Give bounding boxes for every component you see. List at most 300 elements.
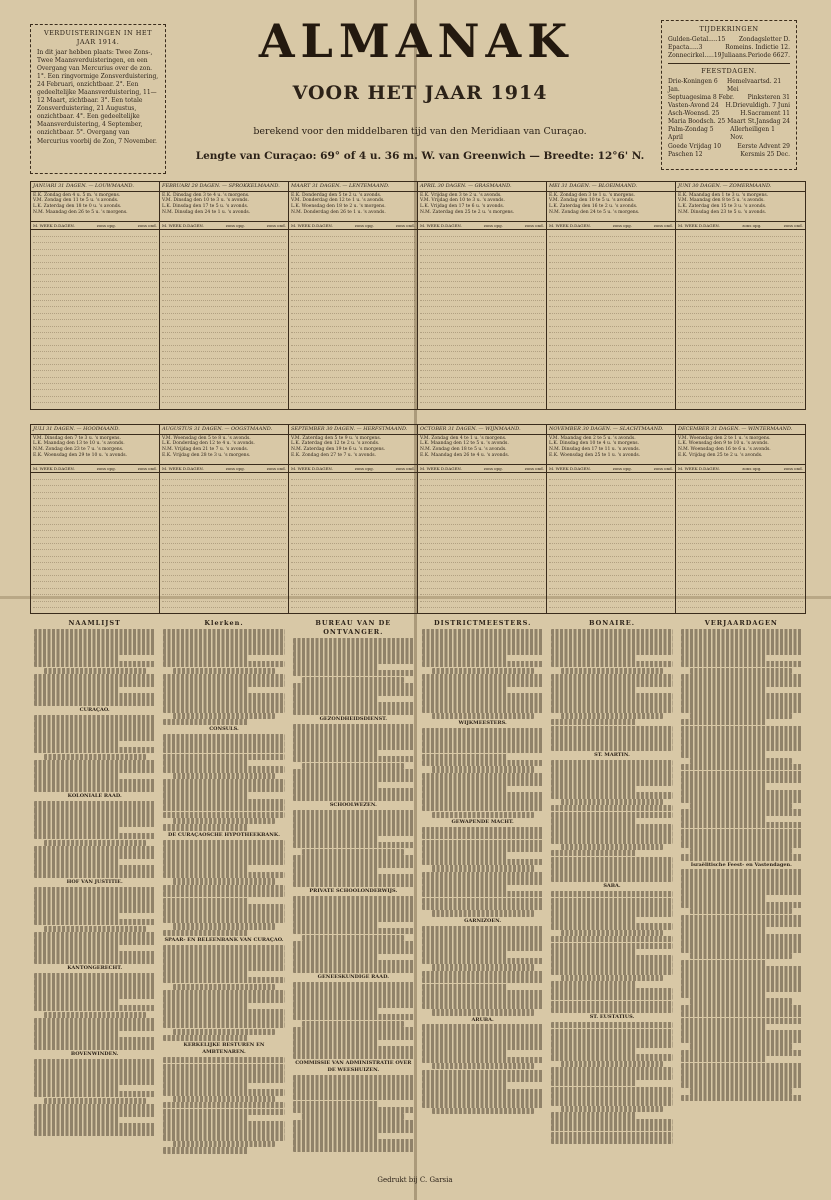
text-line [302, 849, 404, 855]
feast-row [668, 110, 790, 118]
text-line [293, 823, 414, 829]
text-line [163, 805, 284, 811]
text-line [163, 824, 248, 830]
moon-phases [676, 192, 805, 222]
text-line [681, 809, 802, 815]
text-line [551, 635, 672, 641]
section-body [293, 810, 414, 887]
feast-left: Septuagesima 8 Febr. [668, 94, 734, 101]
text-line [681, 1075, 802, 1081]
text-line [34, 747, 155, 753]
text-line [561, 668, 663, 674]
day-lines [676, 230, 805, 409]
section-body [422, 1024, 543, 1114]
lower-column-6 [677, 618, 806, 1166]
text-line [681, 882, 802, 888]
text-line [163, 977, 284, 983]
text-line [34, 951, 155, 957]
text-line [34, 674, 155, 680]
moon-phases [289, 435, 417, 465]
text-line [681, 854, 802, 860]
text-line [163, 945, 284, 951]
column-heads [289, 222, 417, 230]
text-line [681, 745, 802, 751]
text-line [422, 792, 543, 798]
text-line [422, 1057, 543, 1063]
text-line [163, 792, 248, 798]
text-line [163, 766, 284, 772]
text-line [422, 760, 543, 766]
text-line [163, 990, 284, 996]
text-line [551, 687, 636, 693]
coordinates-line: Lengte van Curaçao: 69° of 4 u. 36 m. W. van Greenwich — Breedte: 12°6' N. [195, 150, 645, 162]
text-line [422, 1003, 543, 1009]
text-line [551, 962, 672, 968]
text-line [551, 760, 672, 766]
text-line [34, 693, 155, 699]
text-line [163, 1016, 284, 1022]
text-line [34, 906, 155, 912]
text-line [163, 674, 284, 680]
day-lines [289, 473, 417, 613]
feast-left: Drie-Koningen 6 Jan. [668, 77, 718, 93]
section-body [163, 1057, 284, 1153]
text-line [551, 955, 672, 961]
text-line [163, 917, 284, 923]
text-line [163, 1102, 284, 1108]
moon-phase-line: V.M. Dinsdag den 10 te 3 u. 's avonds. [162, 198, 249, 204]
text-line [422, 846, 543, 852]
text-line [163, 1009, 284, 1015]
text-line [690, 1088, 792, 1094]
month-heading: FEBRUARI 28 DAGEN. — SPROKKELMAAND. [160, 182, 288, 192]
text-line [293, 1001, 414, 1007]
moon-phases [418, 192, 546, 222]
column-heads [31, 465, 159, 473]
text-line [681, 1030, 802, 1036]
text-line [681, 700, 802, 706]
time-cycles-title: TIJDEKRINGEN [699, 25, 759, 33]
text-line [422, 945, 543, 951]
text-line [551, 891, 672, 897]
text-line [681, 680, 802, 686]
text-line [551, 792, 672, 798]
text-line [681, 687, 766, 693]
text-line [422, 754, 507, 760]
text-line [422, 1037, 543, 1043]
text-line [551, 1112, 636, 1118]
text-line [681, 1050, 802, 1056]
text-line [561, 799, 663, 805]
text-line [681, 1024, 766, 1030]
month-column [160, 182, 289, 409]
text-line [293, 696, 378, 702]
text-line [163, 904, 284, 910]
feast-row [668, 126, 790, 142]
text-line [422, 655, 507, 661]
section-heading: ARUBA. [471, 1016, 494, 1023]
text-line [163, 930, 248, 936]
text-line [551, 818, 636, 824]
text-line [293, 915, 414, 921]
text-line [551, 943, 672, 949]
text-line [293, 816, 414, 822]
text-line [690, 953, 792, 959]
moon-phase-line: L.K. Maandag den 12 te 5 u. 's avonds. [420, 441, 509, 447]
text-line [681, 635, 802, 641]
almanac-subtitle: VOOR HET JAAR 1914 [292, 82, 548, 104]
cycle-label: Zonnecirkel.....19 [668, 51, 722, 59]
column-head: zons ond. [524, 222, 544, 228]
text-line [34, 1078, 155, 1084]
day-row [420, 608, 544, 613]
text-line [293, 941, 414, 947]
section-body [551, 891, 672, 1013]
text-line [681, 934, 802, 940]
text-line [293, 1088, 414, 1094]
column-head: M. WEEK D.DAGEN. [162, 465, 204, 471]
section-body [163, 734, 284, 830]
text-line [163, 859, 284, 865]
text-line [293, 982, 414, 988]
text-line [293, 651, 414, 657]
month-heading: JULI 31 DAGEN. — HOOIMAAND. [31, 425, 159, 435]
text-line [293, 902, 414, 908]
month-column [676, 182, 805, 409]
text-line [34, 635, 155, 641]
text-line [293, 709, 414, 715]
text-line [34, 820, 155, 826]
month-heading: SEPTEMBER 30 DAGEN. — HERFSTMAAND. [289, 425, 417, 435]
text-line [422, 1095, 543, 1101]
text-line [163, 648, 284, 654]
text-line [422, 674, 543, 680]
text-line [551, 923, 672, 929]
day-row [162, 403, 286, 409]
column-head: M. WEEK D.DAGEN. [420, 222, 462, 228]
moon-phase-line: V.M. Maandag den 2 te 5 u. 's avonds. [549, 435, 636, 441]
section-heading: KANTONGERECHT. [67, 965, 123, 972]
section-heading: NAAMLIJST [68, 619, 121, 627]
text-line [293, 1027, 414, 1033]
text-line [293, 1046, 414, 1052]
text-line [293, 756, 414, 762]
text-line [551, 648, 672, 654]
text-line [551, 1035, 672, 1041]
text-line [34, 827, 119, 833]
day-lines [547, 230, 675, 409]
moon-phases [547, 435, 675, 465]
text-line [681, 927, 766, 933]
text-line [34, 887, 155, 893]
section-body [34, 973, 155, 1050]
text-line [432, 713, 534, 719]
moon-phase-line: L.K. Vrijdag den 17 te 6 u. 's avonds. [420, 204, 505, 210]
text-line [34, 979, 155, 985]
text-line [422, 1070, 543, 1076]
text-line [163, 680, 284, 686]
column-head: zons ond. [395, 465, 415, 471]
text-line [163, 891, 284, 897]
text-line [163, 693, 284, 699]
text-line [293, 967, 414, 973]
text-line [551, 629, 672, 635]
text-line [432, 910, 534, 916]
text-line [422, 687, 507, 693]
text-line [561, 713, 663, 719]
text-line [422, 984, 507, 990]
text-line [681, 889, 802, 895]
text-line [422, 971, 543, 977]
section-body [34, 801, 155, 878]
month-heading: MAART 31 DAGEN. — LENTEMAAND. [289, 182, 417, 192]
text-line [163, 741, 284, 747]
text-line [681, 985, 802, 991]
day-row [549, 403, 673, 409]
month-heading: AUGUSTUS 31 DAGEN. — OOGSTMAAND. [160, 425, 288, 435]
text-line [34, 958, 155, 964]
text-line [422, 840, 543, 846]
text-line [34, 973, 155, 979]
text-line [422, 878, 543, 884]
text-line [681, 895, 766, 901]
text-line [293, 1101, 378, 1107]
text-line [34, 1072, 155, 1078]
moon-phase-line: N.M. Zaterdag den 25 te 2 u. 's morgens. [420, 210, 515, 216]
text-line [163, 1128, 284, 1134]
text-line [293, 730, 414, 736]
moon-phase-line: N.M. Donderdag den 26 te 1 u. 's avonds. [291, 210, 386, 216]
feast-row [668, 151, 790, 159]
moon-phase-line: E.K. Maandag den 1 te 3 u. 's morgens. [678, 192, 769, 198]
text-line [422, 741, 543, 747]
text-line [551, 1125, 672, 1131]
text-line [690, 848, 792, 854]
text-line [163, 840, 284, 846]
text-line [551, 732, 672, 738]
section-heading: VERJAARDAGEN [704, 619, 778, 627]
text-line [163, 872, 284, 878]
text-line [432, 766, 534, 772]
time-cycle-row [668, 52, 790, 60]
text-line [163, 779, 284, 785]
text-line [34, 938, 155, 944]
text-line [681, 960, 766, 966]
text-line [293, 928, 414, 934]
text-line [293, 788, 414, 794]
text-line [44, 668, 146, 674]
text-line [551, 850, 636, 856]
text-line [34, 846, 155, 852]
text-line [551, 1119, 672, 1125]
eclipses-text: In dit jaar hebben plaats: Twee Zons-, Twee Maansverduisteringen, en een Overgang van Mercurius over de zon. 1°. Een ringvormige Zonsverduistering, 24 Februari, onzichtbaar. 2°. Een gedeeltelijke Maansverduistering, 11—12 Maart, zichtbaar. 3°. Een totale Zonsverduistering, 21 Augustus, onzichtbaar. 4°. Een gedeeltelijke Maansverduistering, 4 September, onzichtbaar. 5°. Overgang van Mercurius voorbij de Zon, 7 November. [37, 48, 159, 145]
text-line [34, 648, 155, 654]
text-line [163, 1147, 248, 1153]
text-line [173, 1141, 275, 1147]
day-lines [31, 230, 159, 409]
day-lines [160, 473, 288, 613]
eclipses-title: VERDUISTERINGEN IN HET JAAR 1914. [43, 29, 153, 46]
section-heading: BONAIRE. [589, 619, 635, 627]
text-line [163, 786, 284, 792]
text-line [163, 898, 248, 904]
feast-left: Maria Boodsch. 25 Maart [668, 118, 746, 126]
feast-row [668, 102, 790, 110]
text-line [163, 642, 284, 648]
section-heading: BUREAU VAN DE ONTVANGER. [315, 619, 392, 636]
section-heading: ST. MARTIN. [594, 752, 630, 759]
column-head: M. WEEK D.DAGEN. [678, 222, 720, 228]
text-line [681, 642, 802, 648]
text-line [681, 947, 802, 953]
column-head: zons ond. [653, 465, 673, 471]
text-line [422, 1024, 543, 1030]
text-line [551, 661, 672, 667]
text-line [681, 693, 802, 699]
text-line [681, 915, 802, 921]
text-line [163, 1070, 284, 1076]
text-line [422, 990, 543, 996]
text-line [163, 734, 284, 740]
text-line [293, 909, 414, 915]
lower-column-2 [159, 618, 288, 1166]
text-line [34, 932, 155, 938]
month-heading: DECEMBER 31 DAGEN. — WINTERMAAND. [676, 425, 805, 435]
text-line [163, 885, 284, 891]
text-line [551, 805, 672, 811]
month-column [676, 425, 805, 613]
day-lines [418, 230, 546, 409]
cycle-label: Epacta.....3 [668, 43, 703, 51]
text-line [293, 743, 414, 749]
text-line [551, 910, 672, 916]
day-row [33, 403, 157, 409]
text-line [422, 1044, 543, 1050]
text-line [44, 926, 146, 932]
text-line [173, 1029, 275, 1035]
text-line [293, 644, 414, 650]
text-line [34, 1110, 155, 1116]
text-line [163, 865, 248, 871]
day-lines [31, 473, 159, 613]
column-head: zons ond. [653, 222, 673, 228]
text-line [690, 998, 792, 1004]
feast-left: Goede Vrijdag 10 [668, 142, 722, 150]
text-line [293, 988, 414, 994]
moon-phase-line: V.M. Donderdag den 12 te 1 u. 's avonds. [291, 198, 385, 204]
text-line [551, 706, 672, 712]
text-line [163, 1064, 284, 1070]
section-heading: GEWAPENDE MACHT. [451, 818, 514, 825]
text-line [34, 728, 155, 734]
text-line [551, 1087, 672, 1093]
lower-column-3 [289, 618, 418, 1166]
day-row [291, 403, 415, 409]
column-head: zons ond. [524, 465, 544, 471]
text-line [302, 1113, 404, 1119]
text-line [551, 1132, 672, 1138]
text-line [551, 1054, 672, 1060]
section-body [293, 896, 414, 973]
month-column [31, 425, 160, 613]
column-head: zons ond. [266, 222, 286, 228]
text-line [551, 719, 636, 725]
section-heading: GEZONDHEIDSDIENST. [319, 716, 387, 723]
month-column [418, 182, 547, 409]
printer-credit: Gedrukt bij C. Garsia [377, 1176, 453, 1184]
text-line [551, 898, 672, 904]
day-row [291, 608, 415, 613]
text-line [34, 773, 119, 779]
text-line [422, 661, 543, 667]
moon-phase-line: V.M. Zaterdag den 5 te 9 u. 's morgens. [291, 435, 382, 441]
moon-phase-line: N.M. Zaterdag den 19 te 6 u. 's morgens. [291, 447, 386, 453]
column-heads [31, 222, 159, 230]
text-line [293, 664, 378, 670]
text-line [34, 1044, 155, 1050]
text-line [293, 1053, 414, 1059]
text-line [681, 1095, 802, 1101]
text-line [551, 831, 672, 837]
text-line [551, 738, 672, 744]
column-head: M. WEEK D.DAGEN. [291, 222, 333, 228]
text-line [34, 1037, 155, 1043]
text-line [551, 863, 672, 869]
text-line [681, 1063, 802, 1069]
time-cycles-rows [668, 36, 790, 60]
text-line [163, 1134, 284, 1140]
text-line [681, 764, 802, 770]
moon-phases [160, 192, 288, 222]
month-column [289, 182, 418, 409]
text-line [34, 779, 155, 785]
moon-phase-line: N.M. Maandag den 26 te 5 u. 's morgens. [33, 210, 128, 216]
day-lines [676, 473, 805, 613]
text-line [163, 1121, 284, 1127]
moon-phases [676, 435, 805, 465]
text-line [681, 992, 766, 998]
column-heads [289, 465, 417, 473]
text-line [293, 1040, 378, 1046]
section-heading: GARNIZOEN. [464, 917, 502, 924]
text-line [293, 829, 414, 835]
section-body [163, 945, 284, 1041]
moon-phases [31, 192, 159, 222]
column-head: M. WEEK D.DAGEN. [162, 222, 204, 228]
text-line [432, 1009, 534, 1015]
text-line [690, 803, 792, 809]
moon-phase-line: N.M. Zondag den 23 te 7 u. 's morgens. [33, 447, 124, 453]
text-line [422, 1050, 507, 1056]
text-line [551, 1001, 672, 1007]
text-line [681, 1011, 802, 1017]
text-line [681, 841, 802, 847]
text-line [173, 1096, 275, 1102]
text-line [561, 930, 663, 936]
text-line [163, 812, 284, 818]
text-line [422, 891, 543, 897]
text-line [681, 1056, 766, 1062]
text-line [163, 747, 284, 753]
moon-phases [289, 192, 417, 222]
text-line [293, 810, 414, 816]
section-body [34, 887, 155, 964]
text-line [34, 893, 155, 899]
moon-phase-line: N.M. Woensdag den 16 te 6 u. 's avonds. [678, 447, 771, 453]
text-line [34, 1123, 155, 1129]
moon-phase-line: E.K. Vrijdag den 28 te 3 u. 's morgens. [162, 453, 251, 459]
section-body [293, 638, 414, 715]
